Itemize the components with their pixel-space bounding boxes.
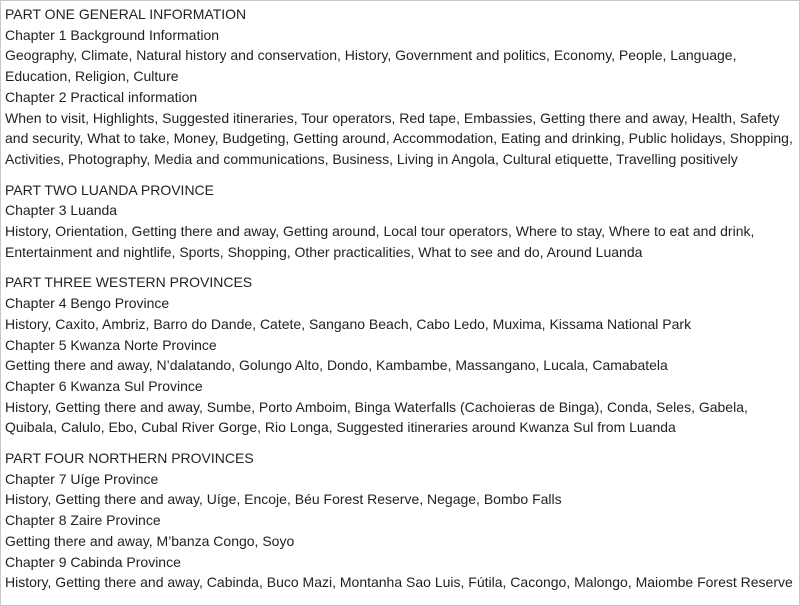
part-title: PART TWO LUANDA PROVINCE [5,181,215,198]
chapter-topics: When to visit, Highlights, Suggested itineraries, Tour operators, Red tape, Embassies, Getting there and away, Health, Safety and security, What to take, Money, Budgeting, Getting around, Accommodation, Eating and drinking, Public holidays, Shopping, Activities, Photography, Media and communications, Business, Living in Angola, Cultural etiquette, Travelling positively [5,109,793,167]
chapter-title: Chapter 6 Kwanza Sul Province [5,377,203,394]
chapter-topics: History, Getting there and away, Uíge, Encoje, Béu Forest Reserve, Negage, Bombo Falls [5,491,562,508]
part-title: PART ONE GENERAL INFORMATION [5,6,247,22]
chapter-topics: Geography, Climate, Natural history and conservation, History, Government and politics, Economy, People, Language, Education, Religion, Culture [5,47,737,85]
chapter-topics: Getting there and away, M’banza Congo, Soyo [5,532,295,549]
chapter-topics: History, Getting there and away, Sumbe, Porto Amboim, Binga Waterfalls (Cachoieras de Binga), Conda, Seles, Gabela, Quibala, Calulo, Ebo, Cubal River Gorge, Rio Longa, Suggested itineraries around Kwanza Sul from Luanda [5,398,748,436]
part-one-section [5,4,799,170]
table-of-contents [1,1,799,593]
chapter-title: Chapter 1 Background Information [5,26,220,43]
chapter-topics: Getting there and away, N’dalatando, Golungo Alto, Dondo, Kambambe, Massangano, Lucala, Camabatela [5,357,668,374]
chapter-title: Chapter 8 Zaire Province [5,512,161,529]
part-three-section [5,272,799,438]
chapter-topics: History, Orientation, Getting there and away, Getting around, Local tour operators, Where to stay, Where to eat and drink, Entertainment and nightlife, Sports, Shopping, Other practicalities, What to see and do, Around Luanda [5,223,755,260]
part-title: PART THREE WESTERN PROVINCES [5,274,253,291]
part-title: PART FOUR NORTHERN PROVINCES [5,450,254,467]
part-four-section [5,448,799,593]
chapter-topics: History, Caxito, Ambriz, Barro do Dande, Catete, Sangano Beach, Cabo Ledo, Muxima, Kissama National Park [5,315,692,332]
chapter-title: Chapter 7 Uíge Province [5,470,159,487]
chapter-title: Chapter 5 Kwanza Norte Province [5,336,217,353]
chapter-topics: History, Getting there and away, Cabinda, Buco Mazi, Montanha Sao Luis, Fútila, Cacongo, Malongo, Maiombe Forest Reserve [5,574,793,591]
chapter-title: Chapter 4 Bengo Province [5,295,170,312]
chapter-title: Chapter 2 Practical information [5,88,198,105]
chapter-title: Chapter 3 Luanda [5,202,118,219]
part-two-section [5,180,799,263]
chapter-title: Chapter 9 Cabinda Province [5,553,181,570]
